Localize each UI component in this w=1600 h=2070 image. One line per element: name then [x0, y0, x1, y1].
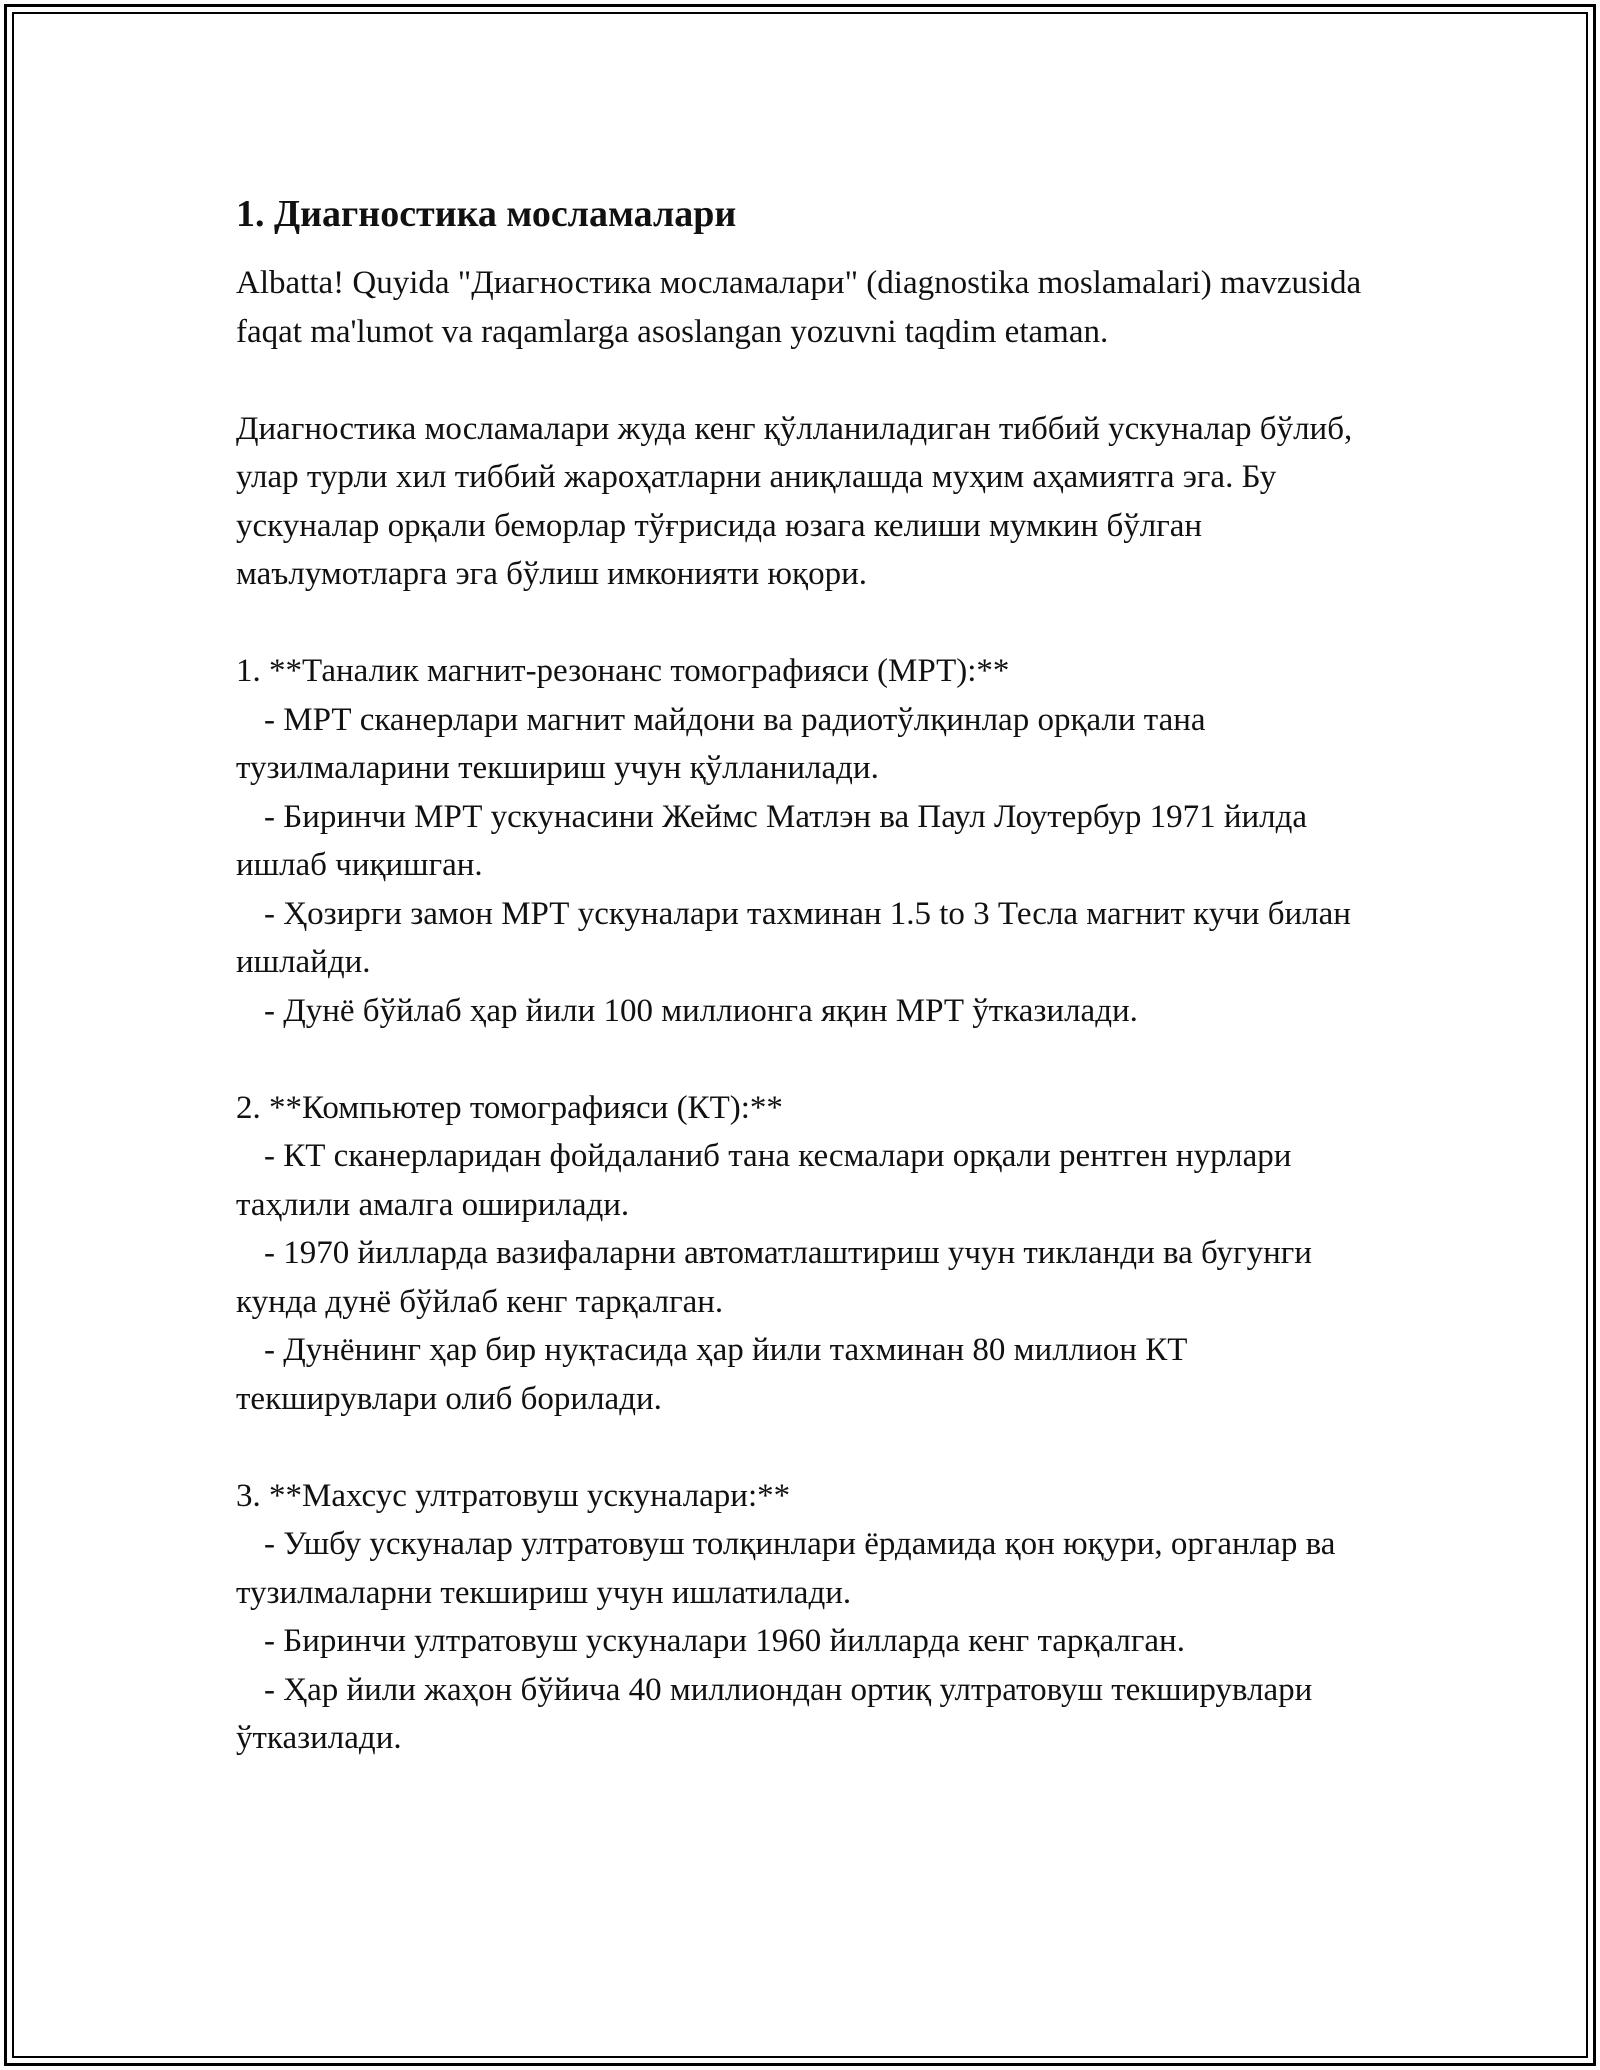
list-item: [236, 1229, 1386, 1326]
section-mri: [236, 647, 1386, 1035]
list-item-text: - Ҳар йили жаҳон бўйича 40 миллиондан ортиқ ултратовуш текширувлари ўтказилади.: [236, 1671, 1313, 1756]
list-item-text: - МРТ сканерлари магнит майдони ва радиотўлқинлар орқали тана тузилмаларини текшириш учун қўлланилади.: [236, 701, 1206, 786]
list-item: [236, 793, 1386, 890]
paragraph-gap: [236, 356, 1386, 405]
list-item: [236, 1132, 1386, 1229]
section-heading: 3. **Махсус ултратовуш ускуналари:**: [236, 1477, 791, 1514]
list-item: [236, 1520, 1386, 1617]
paragraph-gap: [236, 599, 1386, 648]
list-item-text: - Ушбу ускуналар ултратовуш толқинлари ёрдамида қон юқури, органлар ва тузилмаларни текшириш учун ишлатилади.: [236, 1526, 1336, 1611]
list-item: [236, 1326, 1386, 1423]
overview-paragraph: Диагностика мосламалари жуда кенг қўлланиладиган тиббий ускуналар бўлиб, улар турли хил тиббий жароҳатларни аниқлашда муҳим аҳамиятга эга. Бу ускуналар орқали беморлар тўғрисида юзага келиши мумкин бўлган маълумотларга эга бўлиш имконияти юқори.: [236, 410, 1353, 592]
document-body: [236, 188, 1386, 1763]
list-item: [236, 696, 1386, 793]
paragraph-gap: [236, 1035, 1386, 1084]
list-item-text: - Дунёнинг ҳар бир нуқтасида ҳар йили тахминан 80 миллион КТ текширувлари олиб борилади.: [236, 1332, 1188, 1417]
intro-paragraph: Albatta! Quyida "Диагностика мосламалари" (diagnostika moslamalari) mavzusida faqat ma'lumot va raqamlarga asoslangan yozuvni taqdim etaman.: [236, 265, 1362, 350]
list-item: [236, 1617, 1386, 1666]
section-heading: 1. **Таналик магнит-резонанс томографияси (МРТ):**: [236, 653, 1010, 689]
list-item-text: - Дунё бўйлаб ҳар йили 100 миллионга яқин МРТ ўтказилади.: [264, 992, 1138, 1029]
list-item-text: - Биринчи МРТ ускунасини Жеймс Матлэн ва Паул Лоутербур 1971 йилда ишлаб чиқишган.: [236, 798, 1308, 883]
section-ultrasound: [236, 1472, 1386, 1763]
page-title: 1. Диагностика мосламалари: [236, 193, 737, 235]
list-item-text: - КТ сканерларидан фойдаланиб тана кесмалари орқали рентген нурлари таҳлили амалга оширилади.: [236, 1138, 1292, 1223]
paragraph-gap: [236, 1423, 1386, 1472]
list-item: [236, 987, 1386, 1036]
section-ct: [236, 1084, 1386, 1424]
list-item: [236, 890, 1386, 987]
list-item-text: - 1970 йилларда вазифаларни автоматлаштириш учун тикланди ва бугунги кунда дунё бўйлаб кенг тарқалган.: [236, 1235, 1312, 1320]
section-heading: 2. **Компьютер томографияси (КТ):**: [236, 1089, 783, 1126]
list-item-text: - Ҳозирги замон МРТ ускуналари тахминан 1.5 to 3 Тесла магнит кучи билан ишлайди.: [236, 895, 1351, 980]
list-item: [236, 1666, 1386, 1763]
list-item-text: - Биринчи ултратовуш ускуналари 1960 йилларда кенг тарқалган.: [264, 1623, 1185, 1659]
